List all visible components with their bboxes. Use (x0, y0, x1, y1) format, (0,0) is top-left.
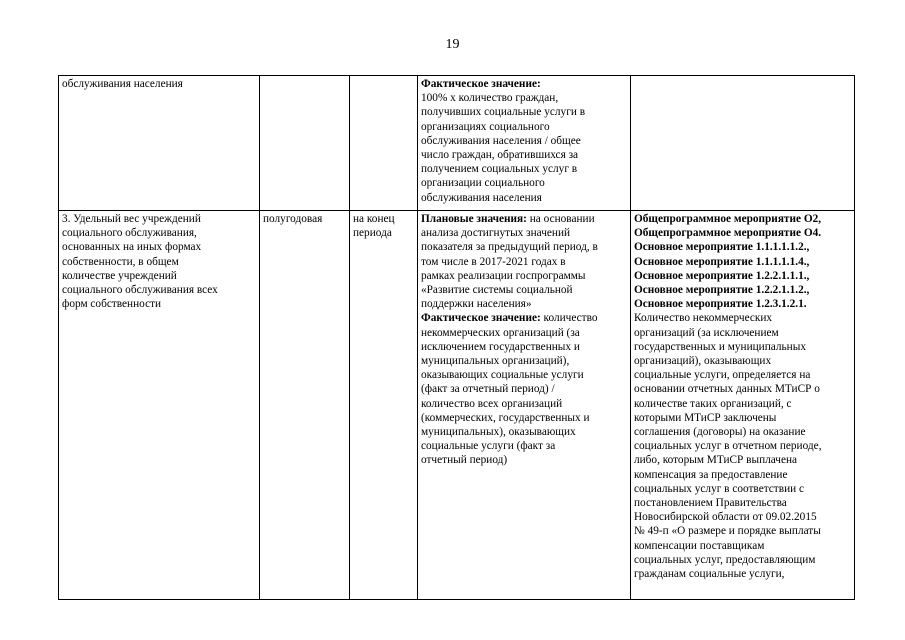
text-line: анализа достигнутых значений (421, 227, 571, 240)
plan-values-text (421, 226, 627, 311)
text-line: количество всех организаций (421, 397, 563, 410)
text-line: получением социальных услуг в (421, 163, 578, 176)
text-line: «Развитие системы социальной (421, 284, 573, 297)
text-line: отчетный период) (421, 454, 508, 467)
text-line: число граждан, обратившихся за (421, 149, 579, 162)
reporting-time-cell (350, 211, 418, 600)
text-line: постановлением Правительства (634, 497, 787, 510)
text-line: собственности, в общем (62, 255, 179, 268)
indicator-name-cell (59, 211, 260, 600)
measures-list (634, 212, 851, 311)
text-line: социальных услуг в отчетном периоде, (634, 440, 822, 453)
text-line: компенсации поставщикам (634, 539, 765, 552)
text-line: основанных на иных формах (62, 241, 202, 254)
source-cell (631, 76, 855, 211)
text-line: компенсация за предоставление (634, 468, 788, 481)
text-line: Основное мероприятие 1.2.2.1.1.2., (634, 284, 810, 297)
calculation-method-cell (418, 211, 631, 600)
text-line: государственных и муниципальных (634, 340, 806, 353)
text-line: социальных услуг, предоставляющим (634, 553, 816, 566)
text-line: социального обслуживания всех (62, 284, 218, 297)
text-line: Основное мероприятие 1.2.3.1.2.1. (634, 298, 807, 311)
text-line: гражданам социальные услуги, (634, 568, 785, 581)
source-description-text (634, 311, 851, 581)
text-line: Общепрограммное мероприятие О2, (634, 213, 822, 225)
reporting-time-cell (350, 76, 418, 211)
text-line: социальных услуг в соответствии с (634, 482, 804, 495)
text-line: которыми МТиСР заключены (634, 411, 777, 424)
text-line: социального обслуживания, (62, 227, 197, 240)
text-line: № 49-п «О размере и порядке выплаты (634, 525, 821, 538)
text-line: соглашения (договоры) на оказание (634, 426, 806, 439)
plan-values-first-text: на основании (526, 213, 595, 225)
text-line: муниципальных организаций), (421, 355, 570, 368)
periodicity-cell (260, 76, 350, 211)
text-line: получивших социальные услуги в (421, 106, 586, 119)
text-line: том числе в 2017-2021 годах в (421, 255, 566, 268)
text-line: Основное мероприятие 1.2.2.1.1.1., (634, 269, 810, 282)
fact-value-text (421, 326, 627, 468)
calculation-method-cell (418, 76, 631, 211)
plan-values-first-line (421, 212, 627, 226)
indicator-name-cell (59, 76, 260, 211)
text-line: организаций), оказывающих (634, 355, 772, 368)
periodicity-cell (260, 211, 350, 600)
table-row (59, 211, 855, 600)
text-line: некоммерческих организаций (за (421, 326, 580, 339)
plan-values-label: Плановые значения: (421, 213, 527, 225)
text-line: обслуживания населения (62, 78, 183, 90)
fact-value-text (421, 91, 627, 205)
indicator-table (58, 75, 855, 600)
fact-value-first-text: количество (540, 312, 598, 325)
text-line: либо, которым МТиСР выплачена (634, 454, 798, 467)
text-line: полугодовая (263, 213, 323, 225)
text-line: исключением государственных и (421, 340, 580, 353)
text-line: социальные услуги (факт за (421, 440, 556, 453)
text-line: Количество некоммерческих (634, 312, 773, 325)
text-line: организации социального (421, 177, 545, 190)
text-line: 3. Удельный вес учреждений (62, 213, 201, 225)
text-line: рамках реализации госпрограммы (421, 269, 586, 282)
page-number: 19 (445, 37, 460, 52)
text-line: (факт за отчетный период) / (421, 383, 555, 396)
text-line: обслуживания населения / общее (421, 134, 581, 147)
text-line: количестве таких организаций, с (634, 397, 792, 410)
text-line: 100% х количество граждан, (421, 92, 559, 105)
text-line: обслуживания населения (421, 191, 542, 204)
text-line: Новосибирской области от 09.02.2015 (634, 511, 817, 524)
text-line: периода (353, 227, 392, 240)
fact-values-first-line (421, 311, 627, 325)
text-line: оказывающих социальные услуги (421, 369, 584, 382)
text-line: (коммерческих, государственных и (421, 411, 590, 424)
text-line: социальные услуги, определяется на (634, 369, 811, 382)
text-line: количестве учреждений (62, 269, 177, 282)
fact-value-label: Фактическое значение: (421, 312, 541, 325)
source-cell (631, 211, 855, 600)
text-line: организациях социального (421, 120, 550, 133)
text-line: на конец (353, 213, 395, 225)
text-line: Основное мероприятие 1.1.1.1.1.2., (634, 241, 810, 254)
text-line: Основное мероприятие 1.1.1.1.1.4., (634, 255, 810, 268)
text-line: основании отчетных данных МТиСР о (634, 383, 820, 396)
text-line: муниципальных), оказывающих (421, 426, 576, 439)
text-line: показателя за предыдущий период, в (421, 241, 598, 254)
text-line: форм собственности (62, 298, 162, 311)
fact-value-label: Фактическое значение: (421, 78, 541, 90)
text-line: Общепрограммное мероприятие О4. (634, 227, 822, 240)
text-line: поддержки населения» (421, 298, 532, 311)
text-line: организаций (за исключением (634, 326, 779, 339)
table-row (59, 76, 855, 211)
